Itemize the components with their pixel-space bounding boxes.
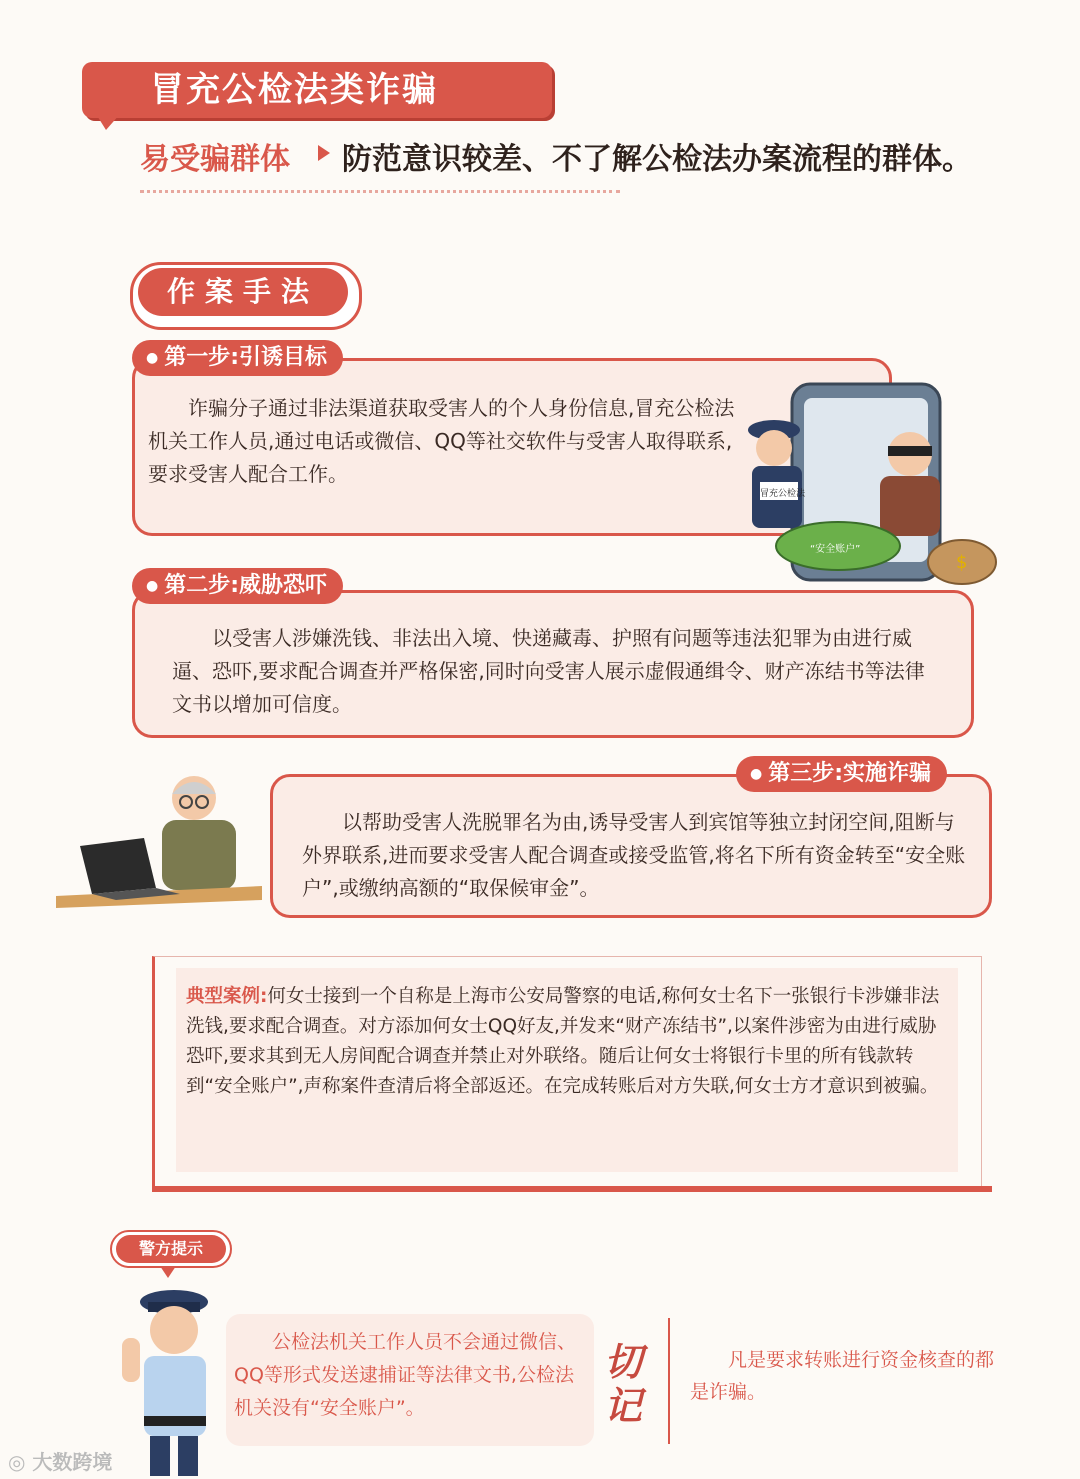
watermark-text: 大数跨境 <box>32 1450 113 1474</box>
safe-account-label: “安全账户” <box>810 544 861 555</box>
impersonator-label: 冒充公检法 <box>760 489 806 499</box>
section-title: 作案手法 <box>166 275 319 308</box>
phone-scam-illustration <box>730 378 1010 590</box>
triangle-arrow-icon <box>318 145 330 161</box>
step-3-tag: ● 第三步:实施诈骗 <box>736 756 947 792</box>
step-1-tag: ● 第一步:引诱目标 <box>132 340 343 376</box>
police-tip-tail <box>160 1266 176 1278</box>
vulnerable-group-text: 防范意识较差、不了解公检法办案流程的群体。 <box>342 142 972 177</box>
thief-icon <box>880 432 940 536</box>
money-bag-icon <box>928 540 996 584</box>
emphasis-divider <box>668 1318 670 1444</box>
police-officer-icon <box>122 1290 208 1476</box>
elderly-man-icon <box>162 776 236 890</box>
step-3-text: 以帮助受害人洗脱罪名为由,诱导受害人到宾馆等独立封闭空间,阻断与外界联系,进而要求受害人配合调查或接受监管,将名下所有资金转至“安全账户”,或缴纳高额的“取保候审金”。 <box>302 810 966 900</box>
case-body <box>186 982 946 1102</box>
vulnerable-group-label: 易受骗群体 <box>140 142 290 177</box>
police-officer-illustration <box>118 1286 222 1476</box>
banner-tail <box>96 114 120 130</box>
watermark-logo-icon: ◎ <box>8 1450 33 1474</box>
case-bottom-bar <box>152 1186 992 1192</box>
page-title: 冒充公检法类诈骗 <box>150 70 438 110</box>
step-1-text: 诈骗分子通过非法渠道获取受害人的个人身份信息,冒充公检法机关工作人员,通过电话或微信、QQ等社交软件与受害人取得联系,要求受害人配合工作。 <box>148 396 735 486</box>
case-text: 何女士接到一个自称是上海市公安局警察的电话,称何女士名下一张银行卡涉嫌非法洗钱,要求配合调查。对方添加何女士QQ好友,并发来“财产冻结书”,以案件涉密为由进行威胁恐吓,要求其到无人房间配合调查并禁止对外联络。随后让何女士将银行卡里的所有钱款转到“安全账户”,声称案件查清后将全部返还。在完成转账后对方失联,何女士方才意识到被骗。 <box>186 986 940 1097</box>
police-tip-text: 公检法机关工作人员不会通过微信、QQ等形式发送逮捕证等法律文书,公检法机关没有“安全账户”。 <box>234 1331 577 1419</box>
svg-text:$: $ <box>956 552 968 573</box>
emphasis-text: 切记 <box>604 1339 643 1428</box>
dotted-divider <box>140 190 620 193</box>
case-label: 典型案例: <box>186 986 268 1007</box>
warning-text: 凡是要求转账进行资金核查的都是诈骗。 <box>690 1349 995 1403</box>
police-tip-tag: 警方提示 <box>116 1235 226 1263</box>
step-2-tag: ● 第二步:威胁恐吓 <box>132 568 343 604</box>
police-officer-icon <box>748 420 802 528</box>
elderly-laptop-illustration <box>56 768 262 908</box>
watermark <box>8 1446 112 1475</box>
step-2-text: 以受害人涉嫌洗钱、非法出入境、快递藏毒、护照有问题等违法犯罪为由进行威逼、恐吓,要求配合调查并严格保密,同时向受害人展示虚假通缉令、财产冻结书等法律文书以增加可信度。 <box>172 626 925 716</box>
